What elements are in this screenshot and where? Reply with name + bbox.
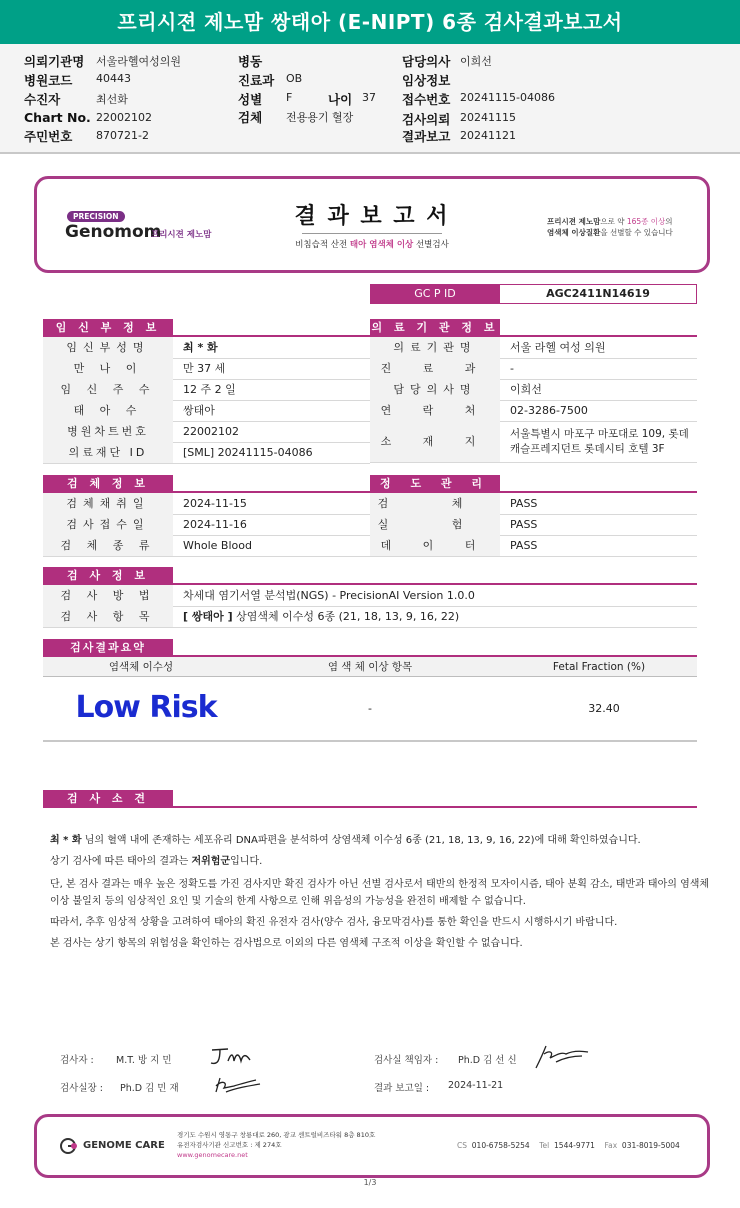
findings-p3: 단, 본 검사 결과는 매우 높은 정확도를 가진 검사지만 확진 검사가 아닌 선별 검사로서 태반의 한정적 모자이시즘, 태아 분획 감소, 태반과 태아의 염색체 이상 불일치 등의 임상적인 요인 및 기술의 한계 사항으로 인해 위음성의 가능성을 완전히 배제할 수 없습니다. [50, 879, 710, 907]
age-value: 37 [362, 91, 376, 104]
summary-divider [43, 740, 697, 742]
summary-col-header: 염색체 이수성 [108, 661, 174, 673]
header-label: 검사의뢰 [402, 112, 451, 127]
header-label: 진료과 [238, 73, 275, 88]
report-heading: 결 과 보 고 서 [294, 204, 450, 229]
clinic-section-title: 의 료 기 관 정 보 [371, 321, 499, 334]
doctor-name: 이희선 [500, 379, 697, 401]
section-divider [43, 806, 697, 808]
specimen-section-title: 검 체 정 보 [43, 475, 173, 492]
header-label: 병원코드 [24, 73, 73, 88]
header-label: 담당의사 [402, 54, 451, 69]
pregnant-age: 만 37 세 [173, 358, 370, 380]
clinic-field-label: 연 락 처 [370, 400, 500, 422]
gestational-age: 12 주 2 일 [173, 379, 370, 401]
clinic-address: 서울특별시 마포구 마포대로 109, 롯데 캐슬프레지던트 롯데시티 호텔 3F [500, 421, 697, 463]
tester-signature [206, 1046, 254, 1068]
summary-col-header: Fetal Fraction (%) [552, 661, 646, 673]
fetal-fraction: 32.40 [588, 702, 620, 715]
test-method: 차세대 염기서열 분석법(NGS) - PrecisionAI Version 1.0.0 [173, 585, 697, 607]
header-value: 20241115 [460, 111, 516, 124]
report-banner [34, 176, 710, 273]
responsible-signature [532, 1042, 592, 1072]
pregnant-field-label: 의료재단 ID [43, 442, 173, 464]
report-date-label: 결과 보고일 : [374, 1083, 430, 1094]
header-label: 의뢰기관명 [24, 54, 85, 69]
report-subtitle: 비침습적 산전 태아 염색체 이상 선별검사 [295, 240, 449, 250]
pregnant-field-label: 병원차트번호 [43, 421, 173, 443]
header-label: 접수번호 [402, 92, 451, 107]
precision-badge: PRECISION [67, 211, 125, 222]
lab-head-signature [208, 1072, 266, 1096]
report-date: 2024-11-21 [448, 1080, 504, 1091]
header-value: 870721-2 [96, 129, 149, 142]
collection-date: 2024-11-15 [173, 493, 370, 515]
lab-head-label: 검사실장 : [60, 1083, 103, 1094]
clinic-field-label: 담당의사명 [370, 379, 500, 401]
tester-label: 검사자 : [60, 1055, 94, 1066]
pregnant-field-label: 임 신 주 수 [43, 379, 173, 401]
foundation-id: [SML] 20241115-04086 [173, 442, 370, 464]
fetus-count: 쌍태아 [173, 400, 370, 422]
responsible-label: 검사실 책임자 : [374, 1055, 439, 1066]
header-label: 성별 [238, 92, 263, 107]
specimen-field-label: 검 체 종 류 [43, 535, 173, 557]
test-field-label: 검 사 방 법 [43, 585, 173, 607]
pregnant-name: 최 * 화 [173, 337, 370, 359]
chart-number: 22002102 [173, 421, 370, 443]
header-label: 수진자 [24, 92, 61, 107]
abnormal-items: - [368, 702, 372, 715]
banner-tagline: 프리시젼 제노맘으로 약 165종 이상의 염색체 이상질환을 선별할 수 있습니다 [547, 217, 673, 237]
responsible-name: Ph.D 김 선 신 [458, 1055, 517, 1066]
genomom-logo: Genomom [65, 222, 162, 242]
header-value: 서울라헬여성의원 [96, 55, 182, 68]
clinic-field-label: 의료기관명 [370, 337, 500, 359]
footer-banner [34, 1114, 710, 1178]
qc-field-label: 데 이 터 [370, 535, 500, 557]
patient-header [0, 44, 740, 154]
qc-section-title: 정 도 관 리 [370, 475, 500, 492]
header-label: 병동 [238, 54, 263, 69]
lab-head-name: Ph.D 김 민 재 [120, 1083, 179, 1094]
header-label: 결과보고 [402, 129, 451, 144]
genomecare-logo-icon [59, 1137, 81, 1155]
findings-p4: 따라서, 추후 임상적 상황을 고려하여 태아의 확진 유전자 검사(양수 검사, 융모막검사)를 통한 확인을 반드시 시행하시기 바랍니다. [50, 917, 618, 928]
test-section-title: 검 사 정 보 [43, 567, 173, 584]
header-label: 임상정보 [402, 73, 451, 88]
pregnant-section-title: 임 신 부 정 보 [43, 319, 173, 336]
pregnant-field-label: 만 나 이 [43, 358, 173, 380]
genomecare-logo: GENOME CARE [83, 1140, 165, 1151]
header-label: 검체 [238, 110, 263, 125]
pregnant-field-label: 태 아 수 [43, 400, 173, 422]
clinic-field-label: 진 료 과 [370, 358, 500, 380]
footer-address: 경기도 수원시 영통구 창룡대로 260, 광교 센트럴비즈타워 8층 810호 유전자검사기관 신고번호 : 제 274호 www.genomecare.net [177, 1131, 376, 1159]
summary-section-title: 검사결과요약 [43, 639, 173, 656]
page-number: 1/3 [363, 1178, 377, 1187]
header-value: 전용용기 혈장 [286, 111, 354, 124]
qc-data: PASS [500, 535, 697, 557]
clinic-phone: 02-3286-7500 [500, 400, 697, 422]
findings-p5: 본 검사는 상기 항목의 위험성을 확인하는 검사법으로 이외의 다른 염색체 구조적 이상을 확인할 수 없습니다. [50, 938, 523, 949]
specimen-field-label: 검체채취일 [43, 493, 173, 515]
header-value: 40443 [96, 72, 131, 85]
qc-field-label: 검 체 [370, 493, 500, 515]
findings-p2: 상기 검사에 따른 태아의 결과는 저위험군입니다. [50, 856, 263, 867]
footer-contacts: CS 010-6758-5254 Tel 1544-9771 Fax 031-8019-5004 [457, 1141, 680, 1150]
header-value: 20241121 [460, 129, 516, 142]
header-value: 20241115-04086 [460, 91, 555, 104]
findings-p1: 최 * 화 님의 혈액 내에 존재하는 세포유리 DNA파편을 분석하여 상염색체 이수성 6종 (21, 18, 13, 9, 16, 22)에 대해 확인하였습니다. [50, 835, 641, 846]
heading-divider [302, 233, 442, 234]
qc-specimen: PASS [500, 493, 697, 515]
result-risk: Low Risk [75, 690, 217, 725]
clinic-name: 서울 라헬 여성 의원 [500, 337, 697, 359]
header-value: 최선화 [96, 93, 128, 106]
header-value: 이희선 [460, 55, 492, 68]
header-value: F [286, 91, 293, 104]
tester-name: M.T. 방 지 민 [116, 1055, 172, 1066]
findings-section-title: 검 사 소 견 [43, 790, 173, 807]
report-title: 프리시젼 제노맘 쌍태아 (E-NIPT) 6종 검사결과보고서 [0, 0, 740, 44]
specimen-field-label: 검사접수일 [43, 514, 173, 536]
pregnant-field-label: 임신부성명 [43, 337, 173, 359]
test-items: [ 쌍태아 ] 상염색체 이수성 6종 (21, 18, 13, 9, 16, 22) [173, 606, 697, 628]
age-label: 나이 [328, 92, 353, 107]
genomom-logo-sub: 프리시젼 제노맘 [151, 230, 212, 240]
header-label: 주민번호 [24, 129, 73, 144]
test-field-label: 검 사 항 목 [43, 606, 173, 628]
header-label: Chart No. [24, 110, 91, 125]
department: - [500, 358, 697, 380]
header-value: 22002102 [96, 111, 152, 124]
clinic-field-label: 소 재 지 [370, 421, 500, 463]
gcpid-label: GC P ID [370, 284, 500, 304]
specimen-type: Whole Blood [173, 535, 370, 557]
qc-field-label: 실 험 [370, 514, 500, 536]
header-value: OB [286, 72, 303, 85]
qc-experiment: PASS [500, 514, 697, 536]
summary-col-header: 염 색 체 이상 항목 [327, 661, 413, 673]
receipt-date: 2024-11-16 [173, 514, 370, 536]
gcpid-value: AGC2411N14619 [500, 284, 697, 304]
